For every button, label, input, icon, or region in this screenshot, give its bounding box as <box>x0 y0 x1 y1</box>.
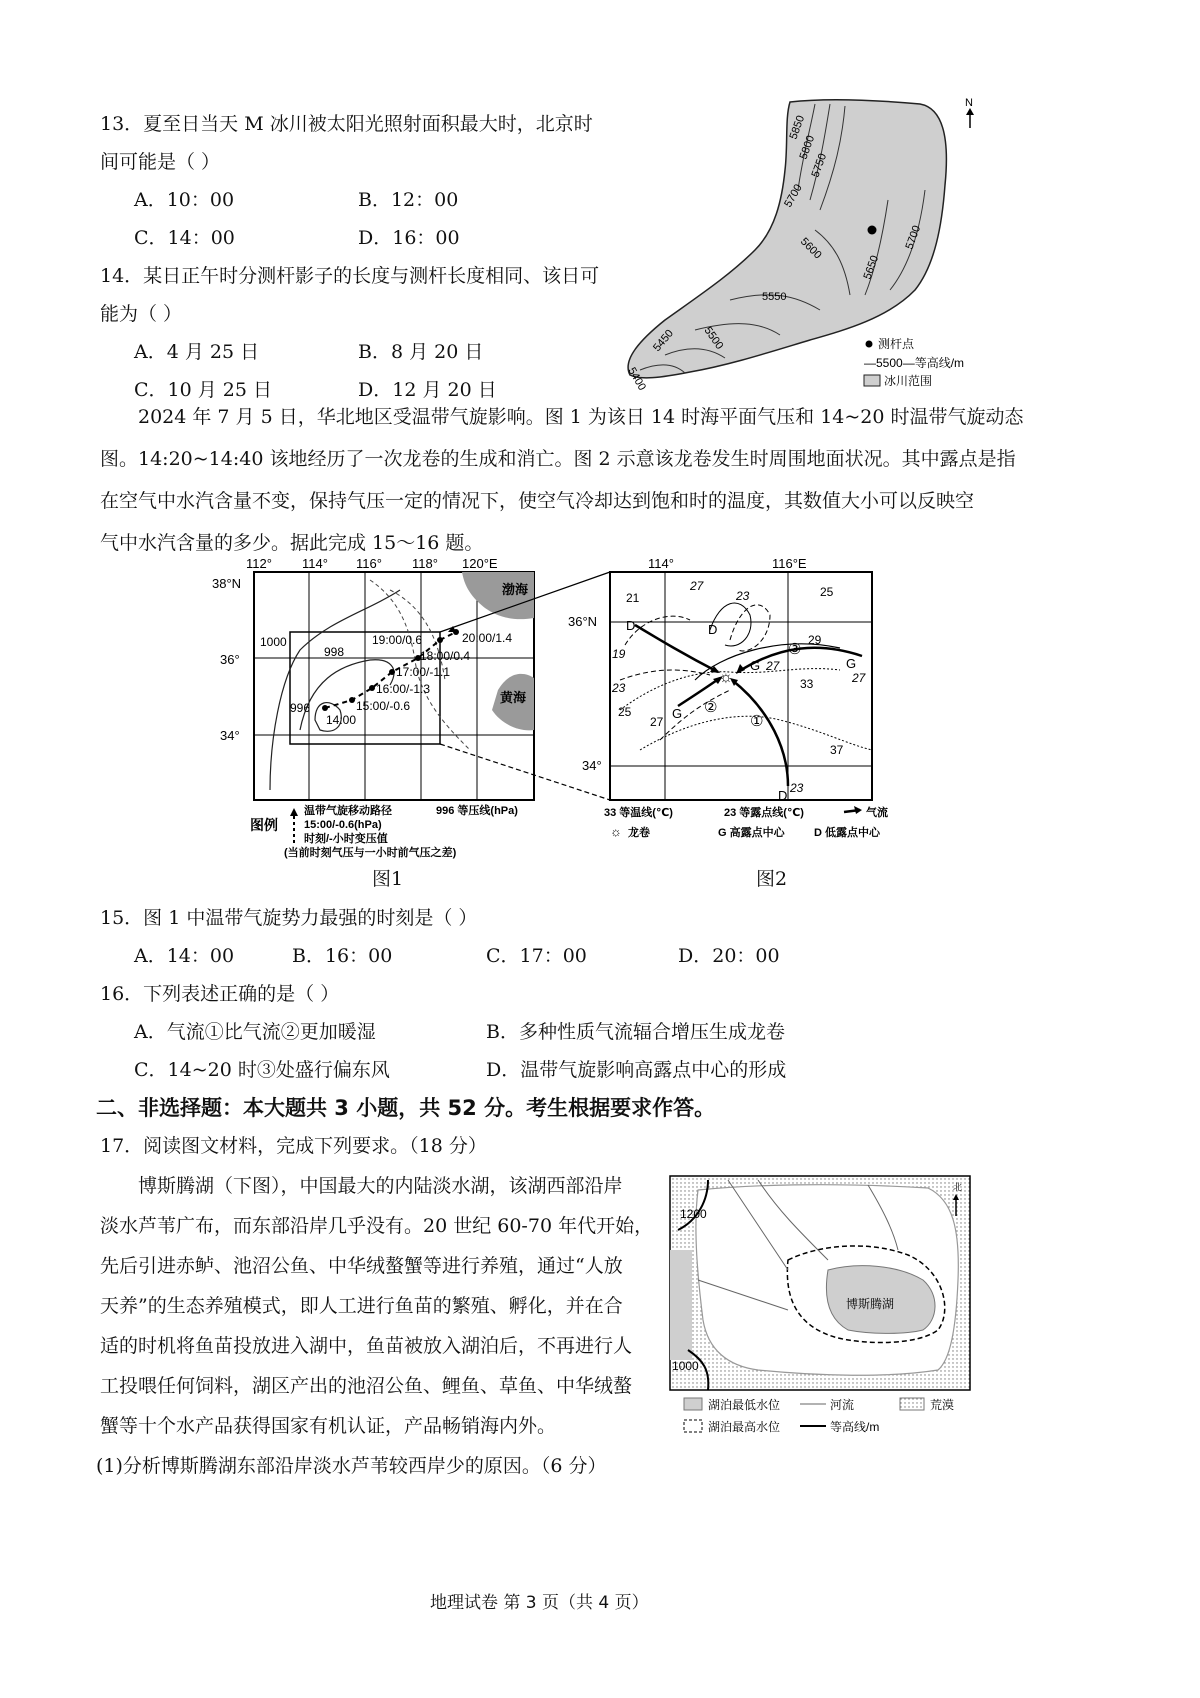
north-label: 北 <box>953 1182 963 1192</box>
legend-g: G 高露点中心 <box>718 827 785 839</box>
circled-label: ② <box>704 699 718 716</box>
sea-label: 渤海 <box>502 582 529 597</box>
fig2-label: 37 <box>830 743 844 757</box>
lon-label: 118° <box>412 556 438 571</box>
track-label: 20:00/1.4 <box>462 631 513 645</box>
circled-label: ① <box>750 713 764 730</box>
legend-flow: 气流 <box>866 807 888 819</box>
measuring-pole-point <box>868 226 877 235</box>
north-label: N <box>965 97 973 109</box>
q16-option-a: A．气流①比气流②更加暖湿 <box>134 1021 376 1043</box>
fig1-caption: 图1 <box>372 868 404 890</box>
contour-label: 1200 <box>680 1207 707 1221</box>
cyclone-figures <box>212 556 970 860</box>
legend-note: (当前时刻气压与一小时前气压之差) <box>284 847 457 859</box>
legend-desert: 荒漠 <box>930 1398 955 1412</box>
intro-line1: 2024 年 7 月 5 日，华北地区受温带气旋影响。图 1 为该日 14 时海平面气压和 14~20 时温带气旋动态 <box>138 406 1024 428</box>
lon-label: 120°E <box>462 556 498 571</box>
intro-line2: 图。14:20~14:40 该地经历了一次龙卷的生成和消亡。图 2 示意该龙卷发生时周围地面状况。其中露点是指 <box>100 448 1016 470</box>
lat-label: 34° <box>220 728 240 743</box>
fig2-label: 19 <box>612 647 626 661</box>
lon-label: 114° <box>648 556 674 571</box>
legend-title: 图例 <box>250 817 278 833</box>
q15-option-d: D．20：00 <box>678 945 780 967</box>
contour-label: 1000 <box>672 1359 699 1373</box>
fig2-label: 25 <box>618 705 632 719</box>
contour-label: 5700 <box>903 223 924 252</box>
fig2-label: 23 <box>736 589 750 603</box>
q16-stem: 16．下列表述正确的是（ ） <box>100 983 340 1005</box>
lat-label: 34° <box>582 758 602 773</box>
q17-text-line: 适的时机将鱼苗投放进入湖中，鱼苗被放入湖泊后，不再进行人 <box>100 1335 633 1357</box>
q13-option-c: C．14：00 <box>134 227 235 249</box>
legend-tornado: 龙卷 <box>628 827 650 839</box>
fig2-label: 21 <box>626 591 640 605</box>
fig2-label: G <box>750 658 761 673</box>
q17-stem: 17．阅读图文材料，完成下列要求。（18 分） <box>100 1135 487 1157</box>
fig2-label: 27 <box>766 659 780 673</box>
q17-text-line: 蟹等十个水产品获得国家有机认证，产品畅销海内外。 <box>100 1415 557 1437</box>
fig2-label: 27 <box>650 715 664 729</box>
fig2-label: 23 <box>612 681 626 695</box>
lon-label: 116° <box>356 556 382 571</box>
q16-option-c: C．14~20 时③处盛行偏东风 <box>134 1059 390 1081</box>
q16-option-d: D．温带气旋影响高露点中心的形成 <box>486 1059 787 1081</box>
legend-path: 温带气旋移动路径 <box>304 805 392 817</box>
q14-option-a: A．4 月 25 日 <box>134 341 260 363</box>
tornado-icon: ☼ <box>718 669 734 686</box>
legend-isotherm: 33 等温线(℃) <box>604 807 673 819</box>
section-heading: 二、非选择题：本大题共 3 小题，共 52 分。考生根据要求作答。 <box>96 1096 716 1120</box>
intro-line3: 在空气中水汽含量不变，保持气压一定的情况下，使空气冷却达到饱和时的温度，其数值大小可以反映空 <box>100 490 975 512</box>
lake-map <box>668 1170 992 1446</box>
intro-line4: 气中水汽含量的多少。据此完成 15～16 题。 <box>100 532 484 554</box>
fig2-label: D <box>778 788 788 803</box>
fig2-label: G <box>846 656 857 671</box>
fig2-label: 33 <box>800 677 814 691</box>
track-label: 15:00/-0.6 <box>356 699 411 713</box>
sea-label: 黄海 <box>500 690 527 705</box>
isobar-label: 996 <box>290 701 311 715</box>
fig2-label: G <box>672 706 683 721</box>
circled-label: ③ <box>788 641 802 658</box>
q14-stem-line1: 14．某日正午时分测杆影子的长度与测杆长度相同、该日可 <box>100 265 600 287</box>
legend-time: 时刻/-小时变压值 <box>304 833 388 845</box>
legend-point: 测杆点 <box>878 337 915 351</box>
fig2-label: 27 <box>852 671 866 685</box>
q17-text-line: 工投喂任何饲料，湖区产出的池沼公鱼、鲤鱼、草鱼、中华绒螯 <box>100 1375 633 1397</box>
track-label: 18:00/0.4 <box>420 649 471 663</box>
contour-label: 5650 <box>861 253 882 282</box>
legend-dewpoint: 23 等露点线(℃) <box>724 807 804 819</box>
track-label: 19:00/0.6 <box>372 633 423 647</box>
track-label: 16:00/-1.3 <box>376 682 431 696</box>
contour-label: 5450 <box>651 327 677 354</box>
q15-option-c: C．17：00 <box>486 945 587 967</box>
q17-text-line: 淡水芦苇广布，而东部沿岸几乎没有。20 世纪 60-70 年代开始， <box>100 1215 654 1237</box>
contour-label: 5800 <box>797 133 818 162</box>
lake-name: 博斯腾湖 <box>846 1297 895 1311</box>
q17-text-line: 博斯腾湖（下图），中国最大的内陆淡水湖，该湖西部沿岸 <box>138 1175 623 1197</box>
track-label: 17:00/-1.1 <box>396 665 451 679</box>
contour-label: 5400 <box>625 365 649 393</box>
q15-stem: 15．图 1 中温带气旋势力最强的时刻是（ ） <box>100 907 478 929</box>
lat-label: 38°N <box>212 576 242 591</box>
isobar-label: 1000 <box>260 635 287 649</box>
legend-isobar: 996 等压线(hPa) <box>436 805 518 817</box>
contour-label: 5600 <box>797 235 824 262</box>
fig2-label: D <box>708 622 718 637</box>
q13-stem-line2: 间可能是（ ） <box>100 151 221 173</box>
q14-option-b: B．8 月 20 日 <box>358 341 484 363</box>
legend-low: 湖泊最低水位 <box>708 1398 781 1412</box>
legend-example: 15:00/-0.6(hPa) <box>304 819 382 831</box>
q17-text-line: 先后引进赤鲈、池沼公鱼、中华绒螯蟹等进行养殖，通过“人放 <box>100 1255 623 1277</box>
contour-label: 5700 <box>782 182 805 210</box>
contour-label: 5500 <box>701 324 726 352</box>
q14-option-c: C．10 月 25 日 <box>134 379 273 401</box>
contour-label: 5850 <box>787 113 808 142</box>
q17-sub1: (1)分析博斯腾湖东部沿岸淡水芦苇较西岸少的原因。（6 分） <box>96 1455 607 1477</box>
isobar-label: 998 <box>324 645 345 659</box>
page-footer: 地理试卷 第 3 页（共 4 页） <box>430 1593 649 1613</box>
legend-river: 河流 <box>830 1398 855 1412</box>
fig2-caption: 图2 <box>756 868 788 890</box>
contour-label: 5750 <box>809 151 830 180</box>
lon-label: 114° <box>302 556 328 571</box>
q17-text-line: 天养”的生态养殖模式，即人工进行鱼苗的繁殖、孵化，并在合 <box>100 1295 623 1317</box>
fig2-label: D <box>626 618 636 633</box>
legend-contour: —5500—等高线/m <box>864 356 965 370</box>
glacier-map <box>620 90 1060 410</box>
lat-label: 36°N <box>568 614 598 629</box>
fig2-label: 29 <box>808 633 822 647</box>
legend-area: 冰川范围 <box>884 374 933 388</box>
fig2-label: 25 <box>820 585 834 599</box>
q14-option-d: D．12 月 20 日 <box>358 379 497 401</box>
q15-option-a: A．14：00 <box>134 945 235 967</box>
legend-d: D 低露点中心 <box>814 827 880 839</box>
tornado-legend-icon: ☼ <box>610 824 622 839</box>
q13-option-d: D．16：00 <box>358 227 460 249</box>
fig2-label: 27 <box>690 579 704 593</box>
q13-option-a: A．10：00 <box>134 189 235 211</box>
fig2-label: 23 <box>790 781 804 795</box>
q13-option-b: B．12：00 <box>358 189 459 211</box>
q13-stem-line1: 13．夏至日当天 M 冰川被太阳光照射面积最大时，北京时 <box>100 113 593 135</box>
q16-option-b: B．多种性质气流辐合增压生成龙卷 <box>486 1021 785 1043</box>
legend-high: 湖泊最高水位 <box>708 1420 781 1434</box>
q14-stem-line2: 能为（ ） <box>100 303 183 325</box>
track-label: 14:00 <box>326 713 357 727</box>
q15-option-b: B．16：00 <box>292 945 393 967</box>
legend-contour: 等高线/m <box>830 1420 880 1434</box>
lon-label: 116°E <box>772 556 807 571</box>
lat-label: 36° <box>220 652 240 667</box>
lon-label: 112° <box>246 556 272 571</box>
contour-label: 5550 <box>762 291 787 303</box>
